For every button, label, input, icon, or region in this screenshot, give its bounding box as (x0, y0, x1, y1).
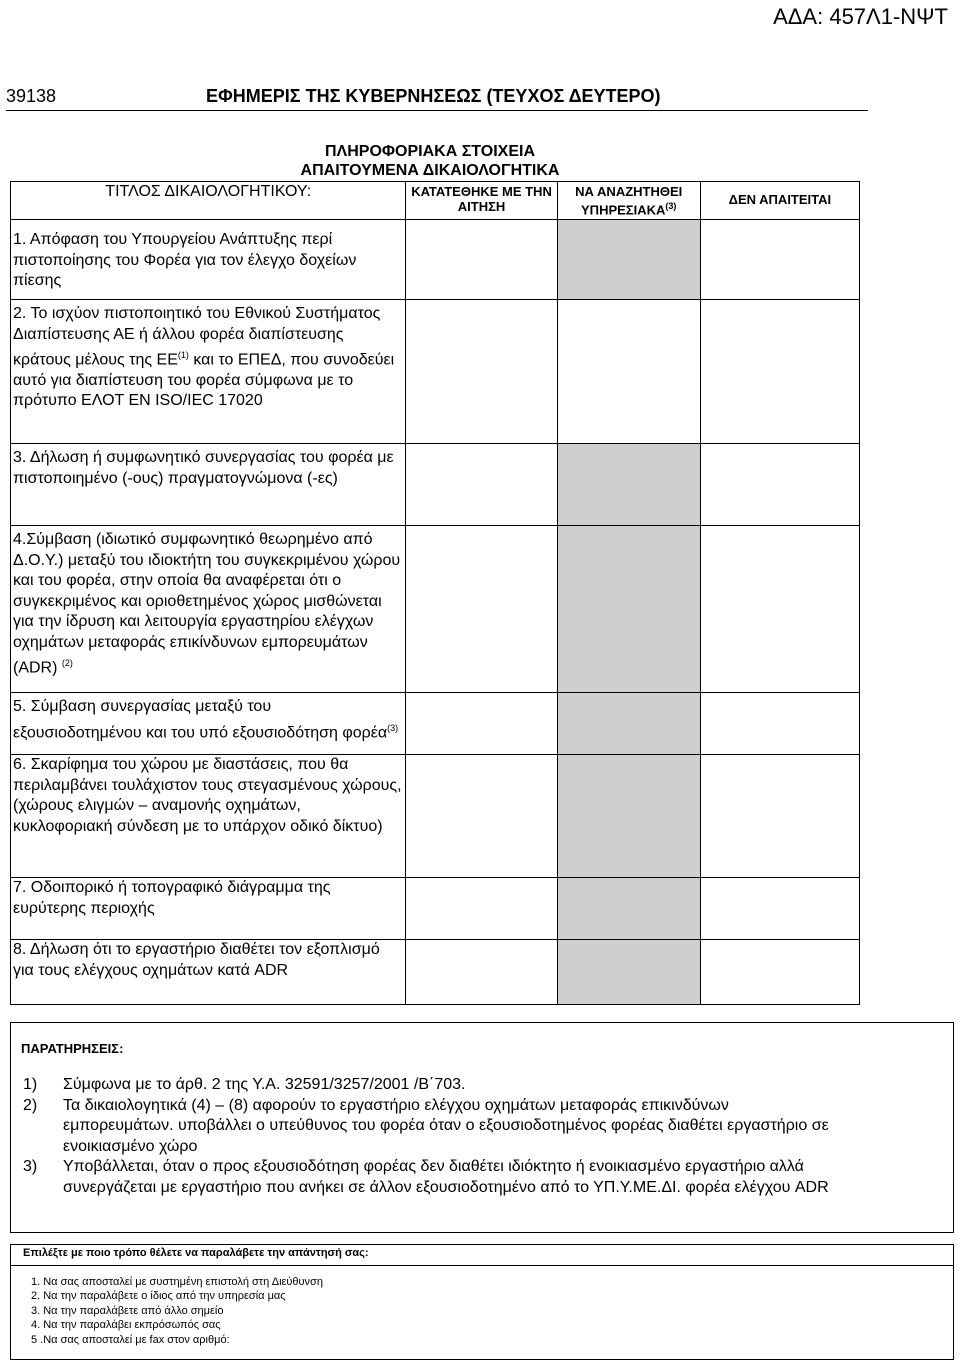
cell-service (557, 693, 700, 755)
cell-notrequired[interactable] (700, 693, 859, 755)
receive-option-other-point[interactable]: 3. Να την παραλάβετε από άλλο σημείο (31, 1304, 224, 1317)
receive-option-self[interactable]: 2. Να την παραλάβετε ο ίδιος από την υπηρεσία μας (31, 1290, 286, 1303)
note-text: Σύμφωνα με το άρθ. 2 της Υ.Α. 32591/3257/2001 /Β΄703. (63, 1076, 466, 1093)
col-notrequired-header: ΔΕΝ ΑΠΑΙΤΕΙΤΑΙ (700, 182, 859, 220)
cell-service (557, 878, 700, 940)
note-item (23, 1075, 843, 1096)
doc-5 (11, 693, 406, 755)
col-service-label: ΝΑ ΑΝΑΖΗΤΗΘΕΙ ΥΠΗΡΕΣΙΑΚΑ (575, 184, 683, 218)
cell-service (557, 444, 700, 526)
doc-5-text: 5. Σύμβαση συνεργασίας μεταξύ του εξουσιοδοτημένου και του υπό εξουσιοδότηση φορέα (13, 698, 388, 741)
cell-notrequired[interactable] (700, 940, 859, 1005)
receive-option-fax[interactable]: 5 .Να σας αποσταλεί με fax στον αριθμό: (31, 1333, 230, 1346)
cell-submitted[interactable] (406, 526, 557, 693)
gazette-title: ΕΦΗΜΕΡΙΣ ΤΗΣ ΚΥΒΕΡΝΗΣΕΩΣ (ΤΕΥΧΟΣ ΔΕΥΤΕΡΟ) (206, 86, 661, 106)
receive-question: Επιλέξτε με ποιο τρόπο θέλετε να παραλάβετε την απάντησή σας: (23, 1247, 369, 1259)
table-row (11, 878, 860, 940)
cell-submitted[interactable] (406, 220, 557, 300)
receive-option-representative[interactable]: 4. Να την παραλάβει εκπρόσωπός σας (31, 1319, 221, 1332)
cell-submitted[interactable] (406, 878, 557, 940)
note-number: 2) (23, 1096, 38, 1114)
cell-submitted[interactable] (406, 940, 557, 1005)
note-item (23, 1157, 843, 1198)
notes-box (10, 1022, 954, 1233)
table-row (11, 220, 860, 300)
doc-7: 7. Οδοιπορικό ή τοπογραφικό διάγραμμα της ευρύτερης περιοχής (11, 878, 406, 940)
note-number: 1) (23, 1076, 38, 1093)
cell-notrequired[interactable] (700, 878, 859, 940)
header-divider (6, 110, 868, 111)
cell-notrequired[interactable] (700, 220, 859, 300)
cell-submitted[interactable] (406, 693, 557, 755)
cell-notrequired[interactable] (700, 444, 859, 526)
doc-6: 6. Σκαρίφημα του χώρου με διαστάσεις, που θα περιλαμβάνει τουλάχιστον τους στεγασμένους χώρους, (χώρους ελιγμών – αναμονής οχημάτων, κυκλοφοριακή σύνδεση με το υπάρχον οδικό δίκτυο) (11, 755, 406, 878)
caption-required: ΑΠΑΙΤΟΥΜΕΝΑ ΔΙΚΑΙΟΛΟΓΗΤΙΚΑ (300, 162, 560, 179)
notes-title: ΠΑΡΑΤΗΡΗΣΕΙΣ: (21, 1041, 124, 1056)
receive-options (31, 1275, 323, 1347)
doc-1: 1. Απόφαση του Υπουργείου Ανάπτυξης περί πιστοποίησης του Φορέα για τον έλεγχο δοχείων πίεσης (11, 220, 406, 300)
doc-4-text: 4.Σύμβαση (ιδιωτικό συμφωνητικό θεωρημένο από Δ.Ο.Υ.) μεταξύ του ιδιοκτήτη του συγκεκριμένου χώρου και του φορέα, στην οποία θα αναφέρεται ότι ο συγκεκριμένος και οριοθετημένος χώρος μισθώνεται για την ίδρυση και λειτουργία εργαστηρίου ελέγχων οχημάτων μεταφοράς επικίνδυνων εμπορευμάτων (ADR) (13, 531, 401, 677)
cell-service (557, 526, 700, 693)
documents-table (10, 181, 860, 1005)
table-caption (280, 142, 580, 180)
cell-submitted[interactable] (406, 755, 557, 878)
note-text: Τα δικαιολογητικά (4) – (8) αφορούν το εργαστήριο ελέγχου οχημάτων μεταφοράς επικινδύνων εμπορευμάτων. υποβάλλει ο υπεύθυνος του φορέα όταν ο εξουσιοδοτημένος φορέας διαθέτει εργαστήριο σε ενοικιασμένο χώρο (63, 1096, 829, 1155)
doc-5-sup: (3) (387, 722, 399, 733)
note-text: Υποβάλλεται, όταν ο προς εξουσιοδότηση φορέας δεν διαθέτει ιδιόκτητο ή ενοικιασμένο εργαστήριο αλλά συνεργάζεται με εργαστήριο που ανήκει σε άλλον εξουσιοδοτημένο από το ΥΠ.Υ.ΜΕ.ΔΙ. φορέα ελέγχου ADR (63, 1158, 829, 1196)
page-number: 39138 (6, 86, 57, 106)
ada-code: ΑΔΑ: 457Λ1-ΝΨΤ (773, 4, 948, 29)
note-number: 3) (23, 1158, 38, 1175)
doc-2-sup: (1) (177, 350, 189, 360)
col-service-header (557, 182, 700, 220)
cell-notrequired[interactable] (700, 755, 859, 878)
table-row (11, 526, 860, 693)
doc-4-sup: (2) (61, 658, 73, 668)
table-row (11, 755, 860, 878)
doc-8: 8. Δήλωση ότι το εργαστήριο διαθέτει τον εξοπλισμό για τους ελέγχους οχημάτων κατά ADR (11, 940, 406, 1005)
doc-2-text-b: και το ΕΠΕΔ, που συνοδεύει αυτό για διαπίστευση του φορέα σύμφωνα με το πρότυπο ΕΛΟΤ ΕΝ ISO/IEC 17020 (13, 351, 395, 410)
cell-notrequired[interactable] (700, 526, 859, 693)
table-row (11, 940, 860, 1005)
receive-method-box (10, 1244, 954, 1360)
gazette-header (6, 86, 870, 110)
cell-service (557, 755, 700, 878)
cell-submitted[interactable] (406, 300, 557, 444)
table-header-row (11, 182, 860, 220)
col-title-header: ΤΙΤΛΟΣ ΔΙΚΑΙΟΛΟΓΗΤΙΚΟΥ: (11, 182, 406, 220)
cell-submitted[interactable] (406, 444, 557, 526)
doc-3: 3. Δήλωση ή συμφωνητικό συνεργασίας του φορέα με πιστοποιημένο (-ους) πραγματογνώμονα (-ες) (11, 444, 406, 526)
table-row (11, 300, 860, 444)
cell-service (557, 220, 700, 300)
doc-4 (11, 526, 406, 693)
doc-2-text-a: 2. Το ισχύον πιστοποιητικό του Εθνικού Συστήματος Διαπίστευσης ΑΕ ή άλλου φορέα διαπίστευσης κράτους μέλους της ΕΕ (13, 305, 381, 369)
caption-info: ΠΛΗΡΟΦΟΡΙΑΚΑ ΣΤΟΙΧΕΙΑ (324, 143, 536, 160)
receive-option-mail[interactable]: 1. Να σας αποσταλεί με συστημένη επιστολή στη Διεύθυνση (31, 1276, 323, 1288)
receive-divider (11, 1265, 953, 1266)
col-submitted-header: ΚΑΤΑΤΕΘΗΚΕ ΜΕ ΤΗΝ ΑΙΤΗΣΗ (406, 182, 557, 220)
col-service-sup: (3) (665, 201, 677, 211)
cell-notrequired[interactable] (700, 300, 859, 444)
doc-2 (11, 300, 406, 444)
cell-service (557, 940, 700, 1005)
cell-service[interactable] (557, 300, 700, 444)
notes-list (23, 1075, 843, 1198)
note-item (23, 1096, 843, 1158)
table-row (11, 693, 860, 755)
table-row (11, 444, 860, 526)
